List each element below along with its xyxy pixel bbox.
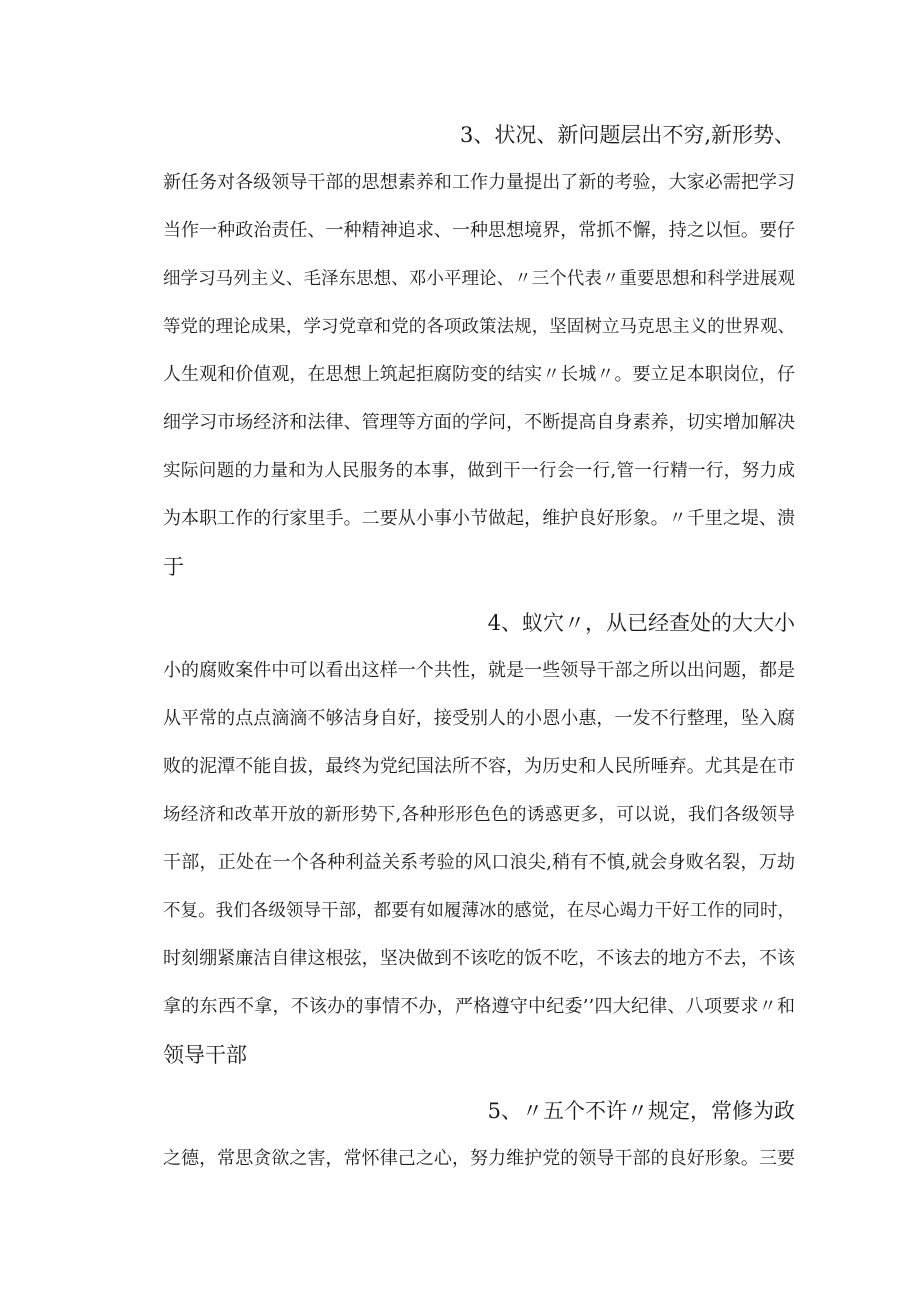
paragraph-line: 领导干部: [163, 1043, 247, 1067]
section-5-heading: 5、〃五个不许〃规定，常修为政: [487, 1099, 795, 1123]
section-4-heading: 4、蚁穴〃，从已经查处的大大小: [487, 611, 795, 635]
paragraph-line: 不复。我们各级领导干部，都要有如履薄冰的感觉，在尽心竭力干好工作的同时，: [163, 901, 795, 921]
paragraph-line: 从平常的点点滴滴不够洁身自好，接受别人的小恩小惠，一发不行整理，坠入腐: [163, 708, 795, 729]
paragraph-line: 人生观和价值观，在思想上筑起拒腐防变的结实〃长城〃。要立足本职岗位，仔: [163, 364, 795, 385]
paragraph-line: 等党的理论成果，学习党章和党的各项政策法规，坚固树立马克思主义的世界观、: [163, 317, 795, 337]
paragraph-line: 小的腐败案件中可以看出这样一个共性，就是一些领导干部之所以出问题，都是: [163, 660, 795, 681]
paragraph-line: 时刻绷紧廉洁自律这根弦，坚决做到不该吃的饭不吃，不该去的地方不去，不该: [163, 948, 795, 969]
paragraph-line: 细学习市场经济和法律、管理等方面的学问，不断提高自身素养，切实增加解决: [163, 412, 795, 433]
paragraph-line: 为本职工作的行家里手。二要从小事小节做起，维护良好形象。〃千里之堤、溃: [163, 508, 795, 529]
paragraph-line: 之德，常思贪欲之害，常怀律己之心，努力维护党的领导干部的良好形象。三要: [163, 1148, 795, 1169]
section-3-heading: 3、状况、新问题层出不穷,新形势、: [459, 123, 795, 147]
paragraph-line: 细学习马列主义、毛泽东思想、邓小平理论、〃三个代表〃重要思想和科学进展观: [163, 269, 795, 289]
paragraph-line: 于: [163, 555, 184, 579]
paragraph-line: 当作一种政治责任、一种精神追求、一种思想境界，常抓不懈，持之以恒。要仔: [163, 220, 795, 241]
paragraph-line: 干部，正处在一个各种利益关系考验的风口浪尖,稍有不慎,就会身败名裂，万劫: [163, 852, 795, 873]
paragraph-line: 实际问题的力量和为人民服务的本事，做到干一行会一行,管一行精一行，努力成: [163, 461, 795, 481]
paragraph-line: 拿的东西不拿，不该办的事情不办，严格遵守中纪委’’四大纪律、八项要求〃和: [163, 996, 795, 1017]
paragraph-line: 新任务对各级领导干部的思想素养和工作力量提出了新的考验，大家必需把学习: [163, 172, 795, 193]
paragraph-line: 败的泥潭不能自拔，最终为党纪国法所不容，为历史和人民所唾弃。尤其是在市: [163, 756, 795, 777]
paragraph-line: 场经济和改革开放的新形势下,各种形形色色的诱惑更多，可以说，我们各级领导: [163, 805, 795, 825]
